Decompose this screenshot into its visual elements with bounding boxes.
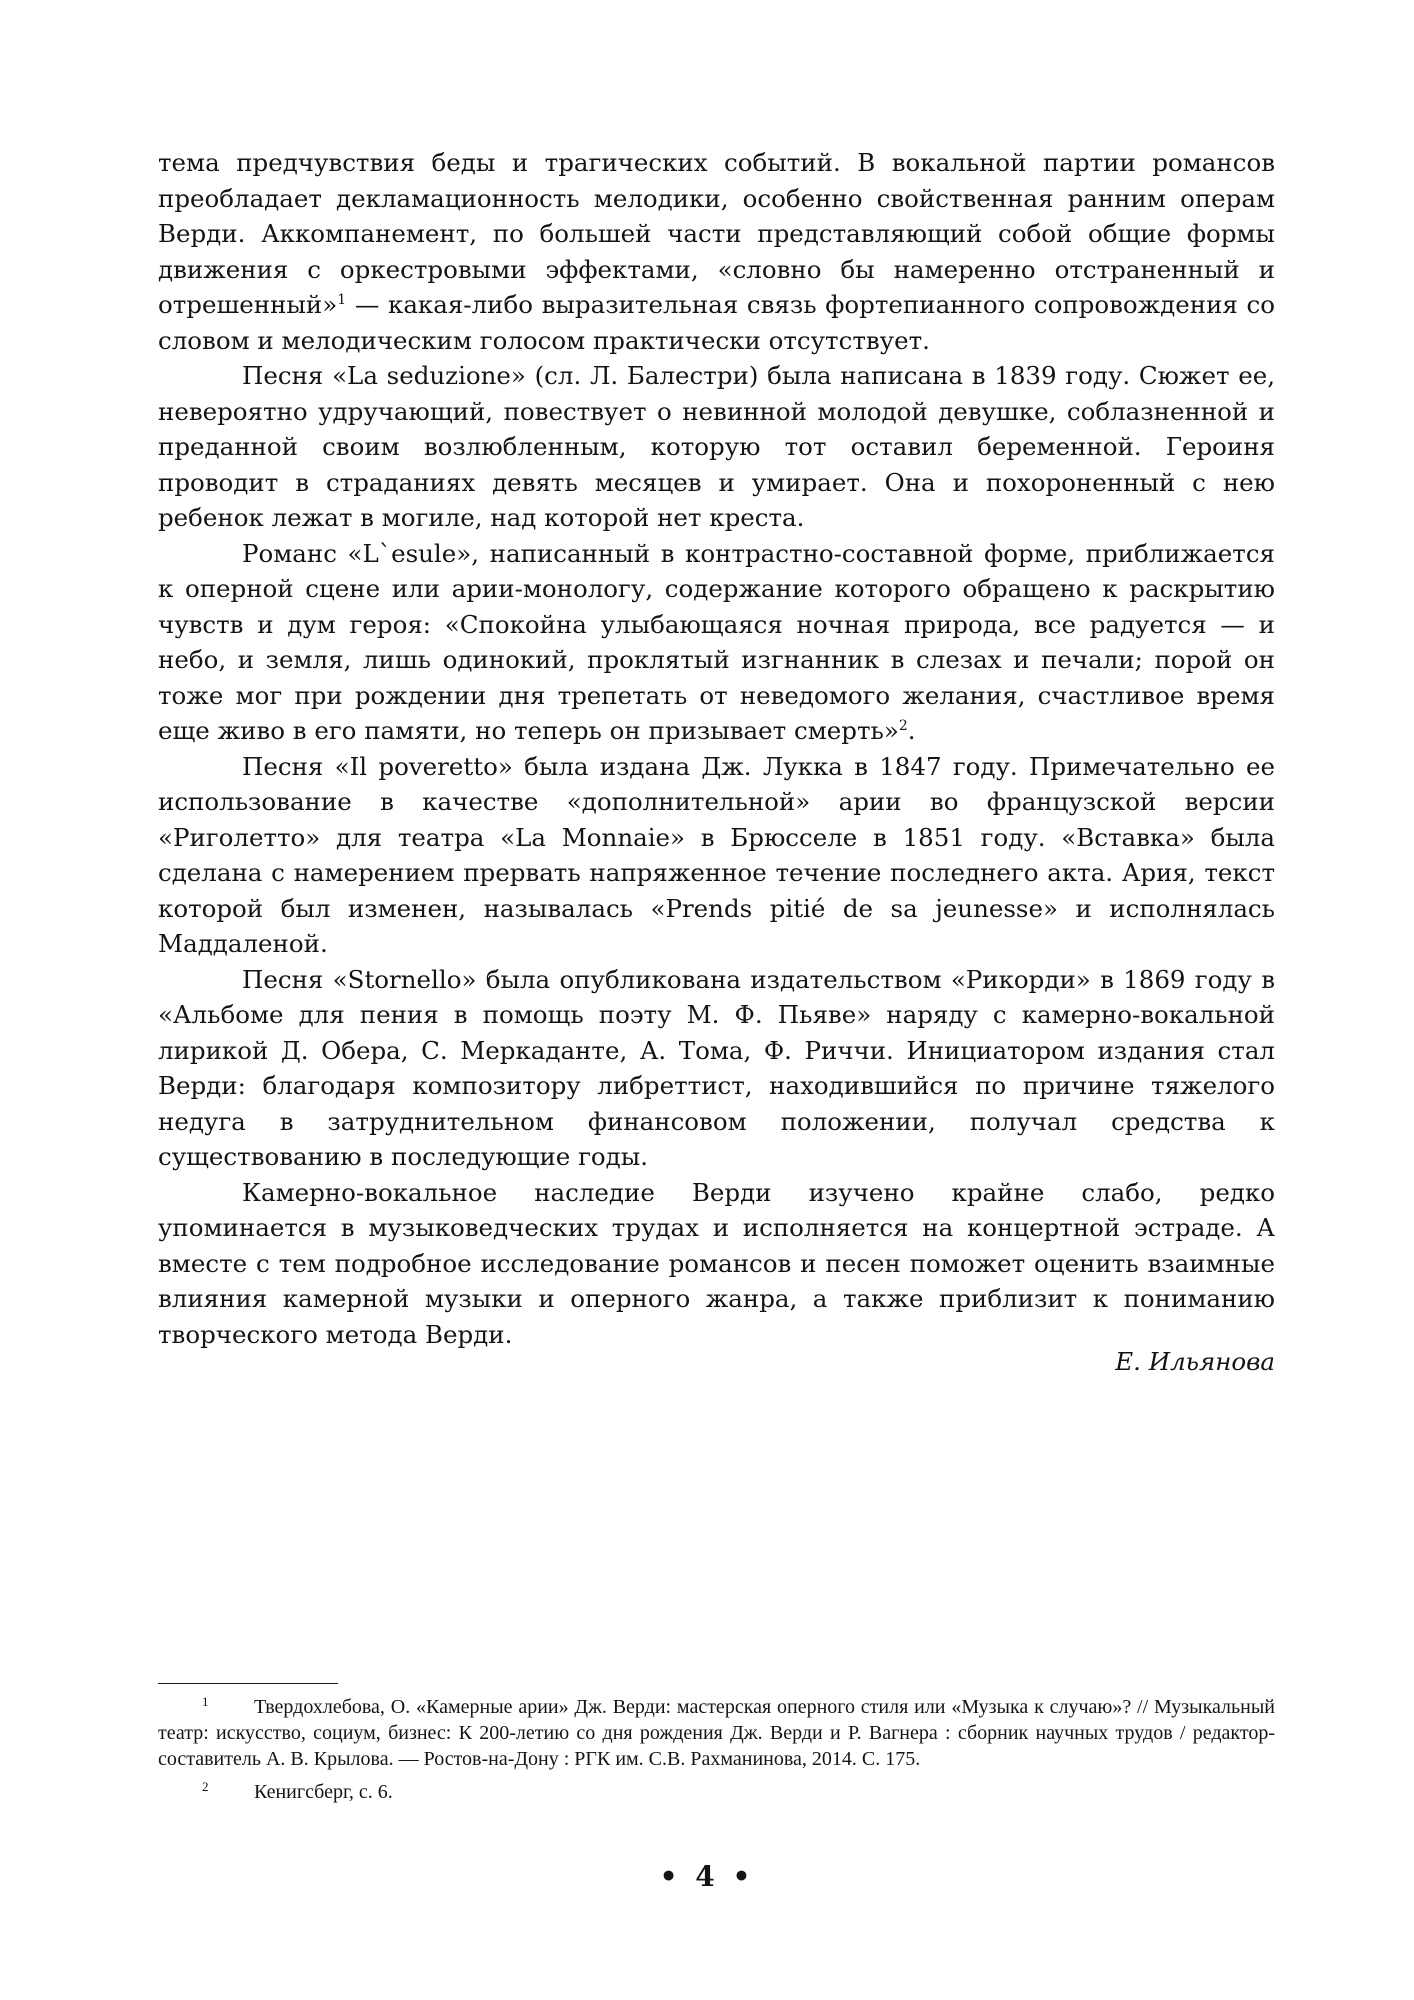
footnote-1-text: Твердохлебова, О. «Камерные арии» Дж. Верди: мастерская оперного стиля или «Музыка к случаю»? // Музыкальный театр: искусство, социум, бизнес: К 200-летию со дня рождения Дж. Верди и Р. Вагнера : сборник научных трудов / редактор-составитель А. В. Крылова. — Ростов-на-Дону : РГК им. С.В. Рахманинова, 2014. С. 175.	[158, 1696, 1275, 1770]
footnote-2	[158, 1779, 1275, 1805]
footnotes	[158, 1694, 1275, 1812]
paragraph-5: Песня «Stornello» была опубликована издательством «Рикорди» в 1869 году в «Альбоме для пения в помощь поэту М. Ф. Пьяве» наряду с камерно-вокальной лирикой Д. Обера, С. Меркаданте, А. Тома, Ф. Риччи. Инициатором издания стал Верди: благодаря композитору либреттист, находившийся по причине тяжелого недуга в затруднительном финансовом положении, получал средства к существованию в последующие годы.	[158, 964, 1275, 1171]
footnote-2-number: 2	[202, 1779, 209, 1794]
footnote-2-text: Кенигсберг, с. 6.	[254, 1781, 393, 1803]
paragraph-2: Песня «La seduzione» (сл. Л. Балестри) была написана в 1839 году. Сюжет ее, невероятно удручающий, повествует о невинной молодой девушке, соблазненной и преданной своим возлюбленным, которую тот оставил беременной. Героиня проводит в страданиях девять месяцев и умирает. Она и похороненный с нею ребенок лежат в могиле, над которой нет креста.	[158, 361, 1275, 532]
main-text	[158, 145, 1275, 1352]
footnote-1	[158, 1694, 1275, 1772]
paragraph-4: Песня «Il poveretto» была издана Дж. Лукка в 1847 году. Примечательно ее использование в качестве «дополнительной» арии во французской версии «Риголетто» для театра «La Monnaie» в Брюсселе в 1851 году. «Вставка» была сделана с намерением прервать напряженное течение последнего акта. Ария, текст которой был изменен, называлась «Prends pitié de sa jeunesse» и исполнялась Маддаленой.	[158, 751, 1275, 958]
paragraph-1-text: тема предчувствия беды и трагических событий. В вокальной партии романсов преобладает декламационность мелодики, особенно свойственная ранним операм Верди. Аккомпанемент, по большей части представляющий собой общие формы движения с оркестровыми эффектами, «словно бы намеренно отстраненный и отрешенный»	[158, 148, 1275, 319]
footnote-ref-1[interactable]: 1	[337, 291, 347, 308]
paragraph-1-text-cont: — какая-либо выразительная связь фортепианного сопровождения со словом и мелодическим голосом практически отсутствует.	[158, 290, 1275, 355]
author-signature: Е. Ильянова	[1115, 1347, 1275, 1376]
footnote-ref-2[interactable]: 2	[898, 717, 908, 734]
page-number: • 4 •	[659, 1860, 755, 1893]
paragraph-3	[158, 536, 1275, 749]
paragraph-6: Камерно-вокальное наследие Верди изучено крайне слабо, редко упоминается в музыковедческих трудах и исполняется на концертной эстраде. А вместе с тем подробное исследование романсов и песен поможет оценить взаимные влияния камерной музыки и оперного жанра, а также приблизит к пониманию творческого метода Верди.	[158, 1177, 1275, 1349]
footnote-1-number: 1	[202, 1694, 209, 1709]
paragraph-3-text-cont: .	[907, 716, 916, 745]
paragraph-3-text: Романс «L`esule», написанный в контрастно-составной форме, приближается к оперной сцене или арии-монологу, содержание которого обращено к раскрытию чувств и дум героя: «Спокойна улыбающаяся ночная природа, все радуется — и небо, и земля, лишь одинокий, проклятый изгнанник в слезах и печали; порой он тоже мог при рождении дня трепетать от неведомого желания, счастливое время еще живо в его памяти, но теперь он призывает смерть»	[158, 538, 1275, 745]
footnote-divider	[158, 1683, 338, 1684]
paragraph-1	[158, 145, 1275, 358]
